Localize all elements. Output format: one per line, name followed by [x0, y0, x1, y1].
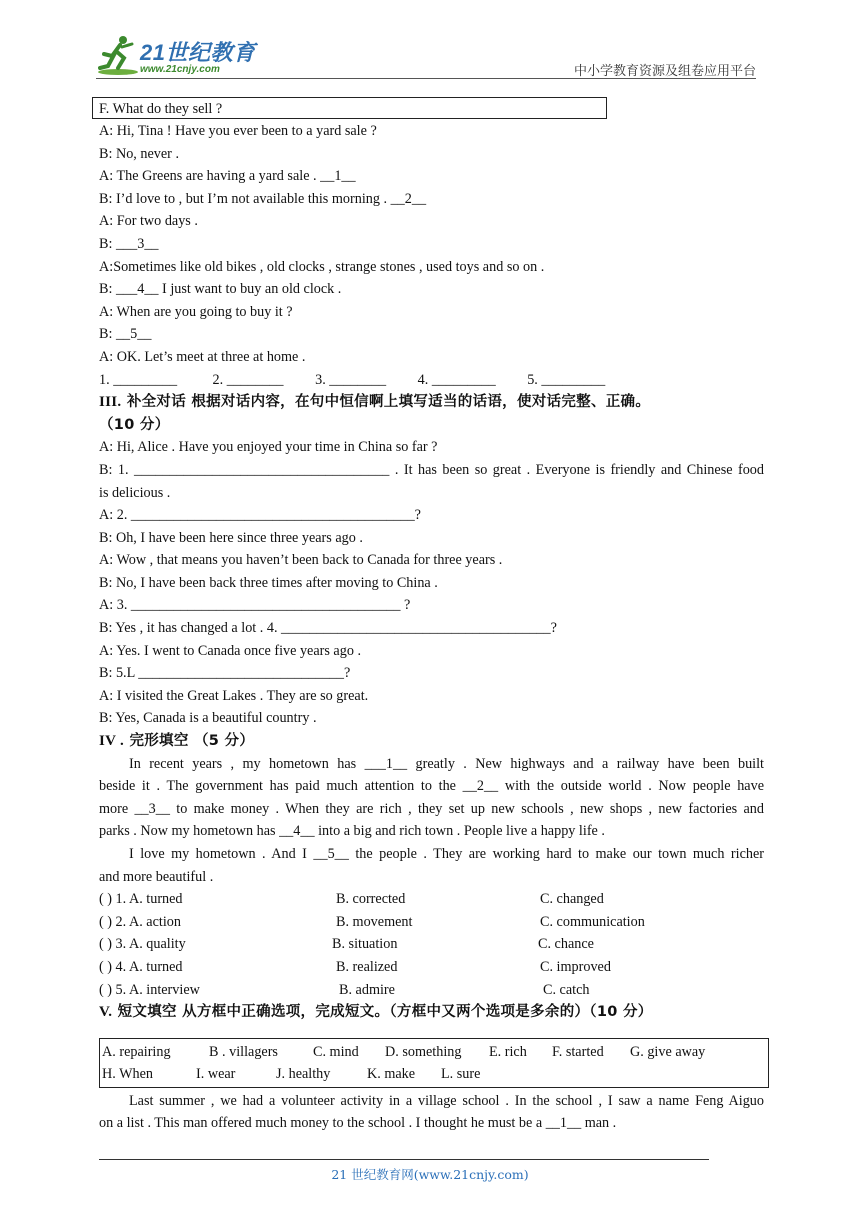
dialog-line: B: Yes, Canada is a beautiful country .: [99, 710, 317, 727]
answer-blanks: [99, 369, 764, 392]
question-options: [99, 956, 764, 979]
dialog-line: A: 3. ______________________________________ ?: [99, 597, 411, 614]
dialog-line: B: ___4__ I just want to buy an old clock .: [99, 281, 342, 298]
word-option: D. something: [385, 1043, 462, 1060]
dialog-line: B: No, never .: [99, 145, 179, 162]
dialog-line: B: I’d love to , but I’m not available this morning . __2__: [99, 190, 427, 207]
word-option: H. When: [102, 1065, 153, 1082]
word-option: G. give away: [630, 1043, 706, 1060]
dialog-line: A: For two days .: [99, 213, 198, 230]
option-c: C. improved: [540, 958, 611, 975]
passage-line: more __3__ to make money . When they are rich , they set up new schools , new shops , new factories and: [99, 800, 764, 817]
page-footer[interactable]: 21 世纪教育网(www.21cnjy.com): [331, 1167, 529, 1182]
passage-line: parks . Now my hometown has __4__ into a big and rich town . People live a happy life .: [99, 823, 605, 840]
section-5-heading: [99, 1001, 764, 1024]
word-bank-box: [99, 1038, 769, 1088]
question-options: [99, 933, 764, 956]
dialog-line: A:Sometimes like old bikes , old clocks , strange stones , used toys and so on .: [99, 258, 545, 275]
option-a: ( ) 4. A. turned: [99, 958, 183, 975]
option-b: B. realized: [336, 958, 398, 975]
passage-line: I love my hometown . And I __5__ the people . They are working hard to make our town much richer: [129, 846, 764, 862]
word-option: K. make: [367, 1065, 416, 1082]
dialog-line: is delicious .: [99, 484, 171, 501]
footer-divider: [99, 1159, 709, 1160]
option-a: ( ) 5. A. interview: [99, 981, 200, 998]
word-option: B . villagers: [209, 1043, 278, 1060]
answer-blank-4[interactable]: 4. _________: [417, 371, 496, 388]
section-3-title: 补全对话 根据对话内容，在句中恒信啊上填写适当的话语，使对话完整、正确。: [121, 394, 651, 411]
dialog-line: B: ___3__: [99, 235, 159, 252]
dialog-line: A: OK. Let’s meet at three at home .: [99, 348, 306, 365]
question-options: [99, 911, 764, 934]
word-option: A. repairing: [102, 1043, 171, 1060]
option-c: C. changed: [540, 891, 604, 908]
word-option: C. mind: [313, 1043, 359, 1060]
option-b: B. situation: [332, 936, 398, 953]
option-b: B. admire: [339, 981, 395, 998]
dialog-line: A: 2. ________________________________________?: [99, 507, 421, 524]
logo-url: www.21cnjy.com: [140, 64, 220, 75]
option-c: C. catch: [543, 981, 590, 998]
dialog-line: A: I visited the Great Lakes . They are so great.: [99, 687, 369, 704]
option-a: ( ) 1. A. turned: [99, 891, 183, 908]
option-a: ( ) 3. A. quality: [99, 936, 186, 953]
dialog-line: A: Yes. I went to Canada once five years ago .: [99, 642, 362, 659]
word-option: I. wear: [196, 1065, 236, 1082]
answer-blank-1[interactable]: 1. _________: [99, 371, 178, 388]
word-option: F. started: [552, 1043, 604, 1060]
platform-name: 中小学教育资源及组卷应用平台: [573, 64, 756, 79]
passage-line: Last summer , we had a volunteer activity in a village school . In the school , I saw a name Feng Aiguo: [129, 1092, 764, 1109]
question-options: [99, 979, 764, 1002]
section-3-number: III.: [99, 394, 122, 411]
question-options: [99, 888, 764, 911]
section-4-title: 完形填空 （5 分）: [124, 733, 255, 750]
logo-text: 21世纪教育: [140, 40, 256, 65]
passage-line: on a list . This man offered much money to the school . I thought he must be a __1__ man .: [99, 1115, 617, 1132]
section-3-score: （10 分）: [99, 416, 170, 433]
word-bank-row: [102, 1063, 762, 1085]
dialog-line: B: __5__: [99, 326, 152, 343]
dialog-line: B: Yes , it has changed a lot . 4. ______________________________________?: [99, 620, 557, 637]
section-4-number: IV .: [99, 733, 125, 750]
word-option: J. healthy: [276, 1065, 331, 1082]
option-c: C. chance: [538, 936, 594, 953]
option-f-box: F. What do they sell ?: [92, 97, 607, 119]
dialog-line: A: Hi, Alice . Have you enjoyed your time in China so far ?: [99, 439, 438, 456]
header-divider: [96, 78, 756, 79]
runner-icon: [96, 32, 140, 78]
dialog-line: A: Hi, Tina ! Have you ever been to a yard sale ?: [99, 123, 377, 139]
section-4-heading: [99, 730, 764, 753]
answer-blank-5[interactable]: 5. _________: [527, 371, 606, 388]
word-option: E. rich: [489, 1043, 527, 1060]
passage-line: In recent years , my hometown has ___1__ greatly . New highways and a railway have been built: [129, 755, 764, 772]
section-3-heading: [99, 391, 764, 414]
answer-blank-3[interactable]: 3. ________: [315, 371, 387, 388]
answer-blank-2[interactable]: 2. ________: [212, 371, 284, 388]
dialog-line: A: When are you going to buy it ?: [99, 303, 293, 320]
passage-line: and more beautiful .: [99, 868, 214, 885]
word-bank-row: [102, 1041, 762, 1063]
dialog-line: A: Wow , that means you haven’t been back to Canada for three years .: [99, 552, 503, 569]
passage-line: beside it . The government has paid much attention to the __2__ with the outside world . Now people have: [99, 778, 764, 795]
word-option: L. sure: [441, 1065, 481, 1082]
option-a: ( ) 2. A. action: [99, 913, 181, 930]
dialog-line: B: No, I have been back three times after moving to China .: [99, 574, 438, 591]
section-5-title: 短文填空 从方框中正确选项，完成短文。（方框中又两个选项是多余的）（10 分）: [112, 1004, 653, 1021]
option-b: B. movement: [336, 913, 413, 930]
dialog-line: B: 5.L _____________________________?: [99, 665, 351, 682]
dialog-line: B: 1. ____________________________________ . It has been so great . Everyone is friendly and Chinese food: [99, 461, 764, 478]
dialog-line: B: Oh, I have been here since three years ago .: [99, 529, 363, 546]
option-b: B. corrected: [336, 891, 406, 908]
option-c: C. communication: [540, 913, 645, 930]
dialog-line: A: The Greens are having a yard sale . __1__: [99, 168, 356, 185]
page-header: [96, 30, 756, 80]
document-body: [99, 97, 764, 1135]
site-logo: [96, 32, 266, 78]
section-5-number: V.: [99, 1004, 113, 1021]
